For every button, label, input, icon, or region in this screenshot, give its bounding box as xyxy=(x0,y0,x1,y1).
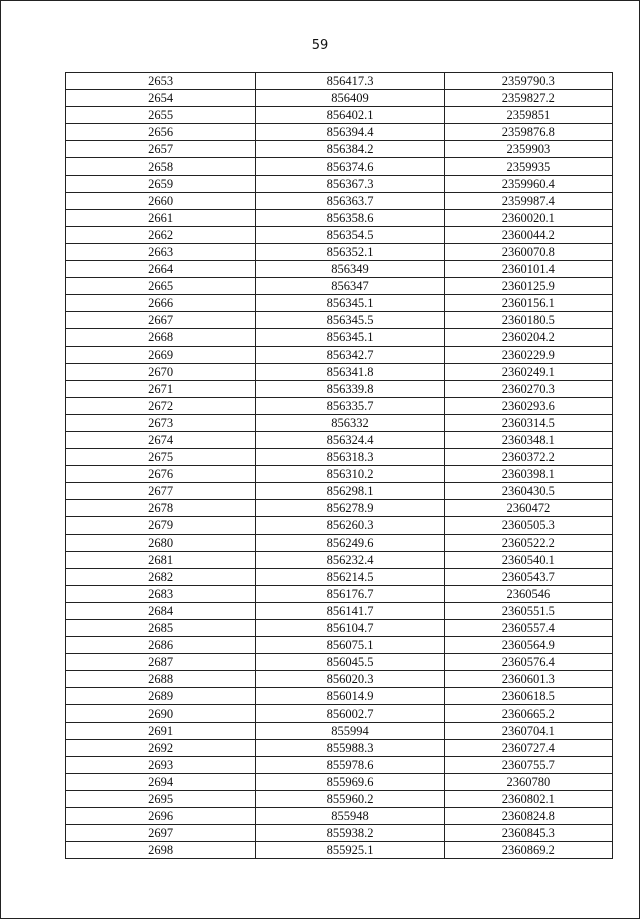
x-coordinate-cell: 856341.8 xyxy=(256,363,444,380)
point-id-cell: 2654 xyxy=(66,90,256,107)
table-row xyxy=(66,107,613,124)
table-row xyxy=(66,90,613,107)
y-coordinate-cell: 2360505.3 xyxy=(444,517,612,534)
table-row xyxy=(66,124,613,141)
y-coordinate-cell: 2360430.5 xyxy=(444,483,612,500)
y-coordinate-cell: 2360020.1 xyxy=(444,209,612,226)
y-coordinate-cell: 2360249.1 xyxy=(444,363,612,380)
y-coordinate-cell: 2360543.7 xyxy=(444,568,612,585)
y-coordinate-cell: 2360601.3 xyxy=(444,671,612,688)
x-coordinate-cell: 855969.6 xyxy=(256,773,444,790)
point-id-cell: 2694 xyxy=(66,773,256,790)
point-id-cell: 2688 xyxy=(66,671,256,688)
table-row xyxy=(66,397,613,414)
y-coordinate-cell: 2360372.2 xyxy=(444,449,612,466)
point-id-cell: 2662 xyxy=(66,226,256,243)
table-row xyxy=(66,380,613,397)
x-coordinate-cell: 856214.5 xyxy=(256,568,444,585)
point-id-cell: 2682 xyxy=(66,568,256,585)
point-id-cell: 2661 xyxy=(66,209,256,226)
table-row xyxy=(66,705,613,722)
y-coordinate-cell: 2360802.1 xyxy=(444,790,612,807)
y-coordinate-cell: 2360557.4 xyxy=(444,620,612,637)
point-id-cell: 2679 xyxy=(66,517,256,534)
table-row xyxy=(66,654,613,671)
table-row xyxy=(66,226,613,243)
table-row xyxy=(66,346,613,363)
table-row xyxy=(66,688,613,705)
y-coordinate-cell: 2360044.2 xyxy=(444,226,612,243)
y-coordinate-cell: 2360665.2 xyxy=(444,705,612,722)
y-coordinate-cell: 2360204.2 xyxy=(444,329,612,346)
y-coordinate-cell: 2359827.2 xyxy=(444,90,612,107)
x-coordinate-cell: 856045.5 xyxy=(256,654,444,671)
x-coordinate-cell: 856354.5 xyxy=(256,226,444,243)
point-id-cell: 2659 xyxy=(66,175,256,192)
y-coordinate-cell: 2360070.8 xyxy=(444,243,612,260)
point-id-cell: 2663 xyxy=(66,243,256,260)
page-number: 59 xyxy=(311,38,329,53)
point-id-cell: 2653 xyxy=(66,73,256,90)
y-coordinate-cell: 2360293.6 xyxy=(444,397,612,414)
table-row xyxy=(66,295,613,312)
x-coordinate-cell: 856342.7 xyxy=(256,346,444,363)
coordinates-table-body xyxy=(66,73,613,859)
point-id-cell: 2691 xyxy=(66,722,256,739)
point-id-cell: 2693 xyxy=(66,756,256,773)
y-coordinate-cell: 2360101.4 xyxy=(444,261,612,278)
y-coordinate-cell: 2360755.7 xyxy=(444,756,612,773)
y-coordinate-cell: 2360125.9 xyxy=(444,278,612,295)
y-coordinate-cell: 2360156.1 xyxy=(444,295,612,312)
table-row xyxy=(66,158,613,175)
table-row xyxy=(66,773,613,790)
table-row xyxy=(66,825,613,842)
x-coordinate-cell: 856345.1 xyxy=(256,295,444,312)
point-id-cell: 2698 xyxy=(66,842,256,859)
y-coordinate-cell: 2359851 xyxy=(444,107,612,124)
point-id-cell: 2675 xyxy=(66,449,256,466)
table-row xyxy=(66,449,613,466)
table-row xyxy=(66,243,613,260)
x-coordinate-cell: 856402.1 xyxy=(256,107,444,124)
point-id-cell: 2660 xyxy=(66,192,256,209)
point-id-cell: 2684 xyxy=(66,602,256,619)
table-row xyxy=(66,534,613,551)
x-coordinate-cell: 856232.4 xyxy=(256,551,444,568)
point-id-cell: 2677 xyxy=(66,483,256,500)
point-id-cell: 2668 xyxy=(66,329,256,346)
y-coordinate-cell: 2360314.5 xyxy=(444,414,612,431)
table-row xyxy=(66,73,613,90)
point-id-cell: 2666 xyxy=(66,295,256,312)
x-coordinate-cell: 855978.6 xyxy=(256,756,444,773)
point-id-cell: 2695 xyxy=(66,790,256,807)
y-coordinate-cell: 2360564.9 xyxy=(444,637,612,654)
table-row xyxy=(66,808,613,825)
y-coordinate-cell: 2360845.3 xyxy=(444,825,612,842)
x-coordinate-cell: 856367.3 xyxy=(256,175,444,192)
y-coordinate-cell: 2359876.8 xyxy=(444,124,612,141)
point-id-cell: 2667 xyxy=(66,312,256,329)
x-coordinate-cell: 856278.9 xyxy=(256,500,444,517)
point-id-cell: 2665 xyxy=(66,278,256,295)
table-row xyxy=(66,175,613,192)
x-coordinate-cell: 856335.7 xyxy=(256,397,444,414)
x-coordinate-cell: 856345.1 xyxy=(256,329,444,346)
table-row xyxy=(66,141,613,158)
table-row xyxy=(66,431,613,448)
y-coordinate-cell: 2359790.3 xyxy=(444,73,612,90)
x-coordinate-cell: 855938.2 xyxy=(256,825,444,842)
point-id-cell: 2676 xyxy=(66,466,256,483)
x-coordinate-cell: 856310.2 xyxy=(256,466,444,483)
table-row xyxy=(66,756,613,773)
x-coordinate-cell: 856374.6 xyxy=(256,158,444,175)
point-id-cell: 2685 xyxy=(66,620,256,637)
table-row xyxy=(66,790,613,807)
point-id-cell: 2697 xyxy=(66,825,256,842)
point-id-cell: 2681 xyxy=(66,551,256,568)
table-row xyxy=(66,192,613,209)
x-coordinate-cell: 856363.7 xyxy=(256,192,444,209)
table-row xyxy=(66,278,613,295)
y-coordinate-cell: 2360704.1 xyxy=(444,722,612,739)
x-coordinate-cell: 856318.3 xyxy=(256,449,444,466)
x-coordinate-cell: 856358.6 xyxy=(256,209,444,226)
x-coordinate-cell: 856260.3 xyxy=(256,517,444,534)
x-coordinate-cell: 856384.2 xyxy=(256,141,444,158)
x-coordinate-cell: 855948 xyxy=(256,808,444,825)
point-id-cell: 2674 xyxy=(66,431,256,448)
x-coordinate-cell: 856345.5 xyxy=(256,312,444,329)
y-coordinate-cell: 2360576.4 xyxy=(444,654,612,671)
point-id-cell: 2692 xyxy=(66,739,256,756)
x-coordinate-cell: 856349 xyxy=(256,261,444,278)
point-id-cell: 2656 xyxy=(66,124,256,141)
y-coordinate-cell: 2360522.2 xyxy=(444,534,612,551)
y-coordinate-cell: 2360472 xyxy=(444,500,612,517)
table-row xyxy=(66,842,613,859)
y-coordinate-cell: 2359935 xyxy=(444,158,612,175)
x-coordinate-cell: 856002.7 xyxy=(256,705,444,722)
x-coordinate-cell: 856324.4 xyxy=(256,431,444,448)
x-coordinate-cell: 856394.4 xyxy=(256,124,444,141)
point-id-cell: 2670 xyxy=(66,363,256,380)
y-coordinate-cell: 2359960.4 xyxy=(444,175,612,192)
table-row xyxy=(66,483,613,500)
y-coordinate-cell: 2360727.4 xyxy=(444,739,612,756)
x-coordinate-cell: 855960.2 xyxy=(256,790,444,807)
table-row xyxy=(66,329,613,346)
y-coordinate-cell: 2360348.1 xyxy=(444,431,612,448)
x-coordinate-cell: 856014.9 xyxy=(256,688,444,705)
y-coordinate-cell: 2360540.1 xyxy=(444,551,612,568)
x-coordinate-cell: 856417.3 xyxy=(256,73,444,90)
point-id-cell: 2678 xyxy=(66,500,256,517)
table-row xyxy=(66,414,613,431)
y-coordinate-cell: 2360551.5 xyxy=(444,602,612,619)
table-row xyxy=(66,568,613,585)
x-coordinate-cell: 856020.3 xyxy=(256,671,444,688)
table-row xyxy=(66,637,613,654)
x-coordinate-cell: 856075.1 xyxy=(256,637,444,654)
x-coordinate-cell: 856249.6 xyxy=(256,534,444,551)
point-id-cell: 2690 xyxy=(66,705,256,722)
table-row xyxy=(66,466,613,483)
point-id-cell: 2655 xyxy=(66,107,256,124)
point-id-cell: 2672 xyxy=(66,397,256,414)
x-coordinate-cell: 856339.8 xyxy=(256,380,444,397)
x-coordinate-cell: 855925.1 xyxy=(256,842,444,859)
table-row xyxy=(66,209,613,226)
table-row xyxy=(66,671,613,688)
x-coordinate-cell: 856104.7 xyxy=(256,620,444,637)
table-row xyxy=(66,722,613,739)
y-coordinate-cell: 2360270.3 xyxy=(444,380,612,397)
y-coordinate-cell: 2360180.5 xyxy=(444,312,612,329)
y-coordinate-cell: 2360780 xyxy=(444,773,612,790)
y-coordinate-cell: 2360546 xyxy=(444,585,612,602)
point-id-cell: 2689 xyxy=(66,688,256,705)
x-coordinate-cell: 856141.7 xyxy=(256,602,444,619)
table-row xyxy=(66,602,613,619)
y-coordinate-cell: 2360229.9 xyxy=(444,346,612,363)
x-coordinate-cell: 856298.1 xyxy=(256,483,444,500)
x-coordinate-cell: 855988.3 xyxy=(256,739,444,756)
x-coordinate-cell: 856347 xyxy=(256,278,444,295)
table-row xyxy=(66,261,613,278)
point-id-cell: 2657 xyxy=(66,141,256,158)
table-row xyxy=(66,363,613,380)
y-coordinate-cell: 2360869.2 xyxy=(444,842,612,859)
point-id-cell: 2687 xyxy=(66,654,256,671)
y-coordinate-cell: 2360618.5 xyxy=(444,688,612,705)
y-coordinate-cell: 2359903 xyxy=(444,141,612,158)
x-coordinate-cell: 856176.7 xyxy=(256,585,444,602)
x-coordinate-cell: 856332 xyxy=(256,414,444,431)
point-id-cell: 2671 xyxy=(66,380,256,397)
point-id-cell: 2673 xyxy=(66,414,256,431)
y-coordinate-cell: 2360398.1 xyxy=(444,466,612,483)
x-coordinate-cell: 856352.1 xyxy=(256,243,444,260)
point-id-cell: 2664 xyxy=(66,261,256,278)
point-id-cell: 2686 xyxy=(66,637,256,654)
x-coordinate-cell: 855994 xyxy=(256,722,444,739)
x-coordinate-cell: 856409 xyxy=(256,90,444,107)
table-row xyxy=(66,517,613,534)
table-row xyxy=(66,500,613,517)
table-row xyxy=(66,312,613,329)
point-id-cell: 2658 xyxy=(66,158,256,175)
coordinates-table xyxy=(65,72,613,859)
table-row xyxy=(66,585,613,602)
table-row xyxy=(66,739,613,756)
point-id-cell: 2669 xyxy=(66,346,256,363)
point-id-cell: 2683 xyxy=(66,585,256,602)
point-id-cell: 2680 xyxy=(66,534,256,551)
y-coordinate-cell: 2360824.8 xyxy=(444,808,612,825)
table-row xyxy=(66,620,613,637)
y-coordinate-cell: 2359987.4 xyxy=(444,192,612,209)
point-id-cell: 2696 xyxy=(66,808,256,825)
table-row xyxy=(66,551,613,568)
